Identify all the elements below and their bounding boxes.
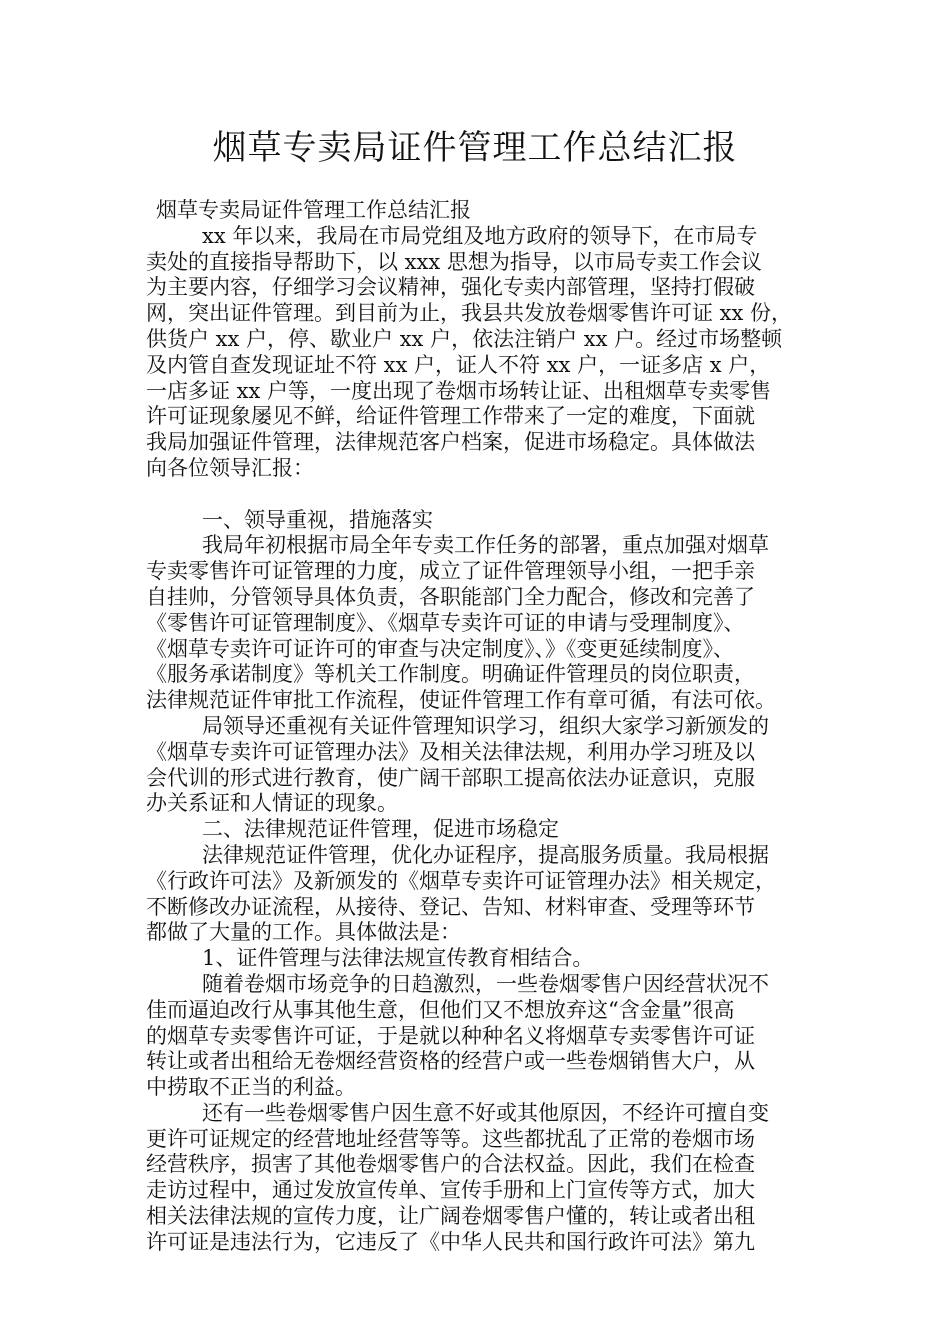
paragraph-line: 《烟草专卖许可证许可的审查与决定制度》、》《变更延续制度》、 xyxy=(146,636,734,661)
paragraph-line: 办关系证和人情证的现象。 xyxy=(146,791,398,816)
subsection-heading: 1、证件管理与法律法规宣传教育相结合。 xyxy=(202,946,594,971)
paragraph-line: 中捞取不正当的利益。 xyxy=(146,1075,356,1100)
paragraph-line: 许可证现象屡见不鲜，给证件管理工作带来了一定的难度，下面就 xyxy=(146,404,755,429)
paragraph-line: 都做了大量的工作。具体做法是： xyxy=(146,920,461,945)
paragraph-line: 的烟草专卖零售许可证，于是就以种种名义将烟草专卖零售许可证 xyxy=(146,1023,755,1048)
paragraph-line: 更许可证规定的经营地址经营等等。这些都扰乱了正常的卷烟市场 xyxy=(146,1126,755,1151)
paragraph-line: 供货户 xx 户，停、歇业户 xx 户，依法注销户 xx 户。经过市场整顿 xyxy=(146,326,783,351)
paragraph-line: 《服务承诺制度》等机关工作制度。明确证件管理员的岗位职责， xyxy=(146,662,755,687)
paragraph-line: 法律规范证件审批工作流程，使证件管理工作有章可循，有法可依。 xyxy=(146,688,776,713)
paragraph-line: 《行政许可法》及新颁发的《烟草专卖许可证管理办法》相关规定， xyxy=(146,868,776,893)
paragraph-line: 佳而逼迫改行从事其他生意，但他们又不想放弃这“含金量”很高 xyxy=(146,997,735,1022)
document-body xyxy=(146,198,814,1256)
paragraph-line: 走访过程中，通过发放宣传单、宣传手册和上门宣传等方式，加大 xyxy=(146,1178,755,1203)
paragraph-line: 向各位领导汇报： xyxy=(146,455,314,480)
paragraph-line: 一店多证 xx 户等，一度出现了卷烟市场转让证、出租烟草专卖零售 xyxy=(146,378,772,403)
paragraph-line: 《烟草专卖许可证管理办法》及相关法律法规，利用办学习班及以 xyxy=(146,739,755,764)
blank-line xyxy=(146,482,814,508)
paragraph-line: 局领导还重视有关证件管理知识学习，组织大家学习新颁发的 xyxy=(202,713,769,738)
paragraph-line: 随着卷烟市场竞争的日趋激烈，一些卷烟零售户因经营状况不 xyxy=(202,971,769,996)
paragraph-line: 还有一些卷烟零售户因生意不好或其他原因，不经许可擅自变 xyxy=(202,1100,769,1125)
document-title: 烟草专卖局证件管理工作总结汇报 xyxy=(212,128,738,168)
paragraph-line: 卖处的直接指导帮助下，以 xxx 思想为指导，以市局专卖工作会议 xyxy=(146,249,762,274)
section-heading: 一、领导重视，措施落实 xyxy=(202,507,433,532)
paragraph-line: 经营秩序，损害了其他卷烟零售户的合法权益。因此，我们在检查 xyxy=(146,1152,755,1177)
paragraph-line: 不断修改办证流程，从接待、登记、告知、材料审查、受理等环节 xyxy=(146,894,755,919)
paragraph-line: xx 年以来，我局在市局党组及地方政府的领导下，在市局专 xyxy=(202,223,758,248)
paragraph-line: 为主要内容，仔细学习会议精神，强化专卖内部管理，坚持打假破 xyxy=(146,275,755,300)
paragraph-line: 我局年初根据市局全年专卖工作任务的部署，重点加强对烟草 xyxy=(202,533,769,558)
paragraph-line: 自挂帅，分管领导具体负责，各职能部门全力配合，修改和完善了 xyxy=(146,584,755,609)
paragraph-line: 及内管自查发现证址不符 xx 户，证人不符 xx 户，一证多店 x 户， xyxy=(146,352,771,377)
paragraph-line: 会代训的形式进行教育，使广阔干部职工提高依法办证意识，克服 xyxy=(146,765,755,790)
paragraph-line: 专卖零售许可证管理的力度，成立了证件管理领导小组，一把手亲 xyxy=(146,559,755,584)
paragraph-line: 我局加强证件管理，法律规范客户档案，促进市场稳定。具体做法 xyxy=(146,430,755,455)
section-heading: 二、法律规范证件管理，促进市场稳定 xyxy=(202,817,559,842)
paragraph-line: 法律规范证件管理，优化办证程序，提高服务质量。我局根据 xyxy=(202,842,769,867)
paragraph-line: 相关法律法规的宣传力度，让广阔卷烟零售户懂的，转让或者出租 xyxy=(146,1204,755,1229)
subtitle-line: 烟草专卖局证件管理工作总结汇报 xyxy=(156,198,471,222)
paragraph-line: 网，突出证件管理。到目前为止，我县共发放卷烟零售许可证 xx 份， xyxy=(146,301,793,326)
paragraph-line: 许可证是违法行为，它违反了《中华人民共和国行政许可法》第九 xyxy=(146,1229,755,1254)
paragraph-line: 转让或者出租给无卷烟经营资格的经营户或一些卷烟销售大户，从 xyxy=(146,1049,755,1074)
paragraph-line: 《零售许可证管理制度》、《烟草专卖许可证的申请与受理制度》、 xyxy=(146,610,745,635)
